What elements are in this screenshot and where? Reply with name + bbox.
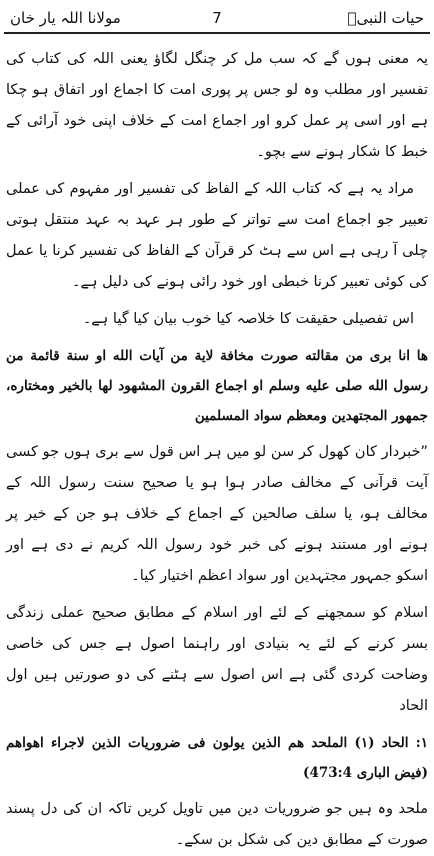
paragraph: مراد یہ ہے کہ کتاب اللہ کے الفاظ کی تفسیر اور مفہوم کی عملی تعبیر جو اجماع امت سے تواتر کے طور ہر عہد بہ عہد منتقل ہوتی چلی آ رہی ہے اس سے ہٹ کر قرآن کے الفاظ کی تفسیر کرنا یا عمل کی کوئی تعبیر کرنا خبطی اور خود رائی ہونے کی دلیل ہے۔: [6, 181, 428, 290]
page-header: [4, 2, 430, 34]
author-name: مولانا اللہ یار خان: [10, 9, 121, 27]
book-title: حیات النبیؐ: [347, 9, 424, 27]
page-number: 7: [212, 9, 222, 27]
arabic-definition: ۱: الحاد (۱) الملحد هم الذين يولون فى ضروريات الذين لاجراء اهواهم (فيض البارى 473:4): [6, 735, 428, 781]
arabic-quote: ھا انا بری من مقالته صورت مخافة لاية من آيات الله او سنة قائمة من رسول الله صلى عليه وسلم او اجماع القرون المشهود لها بالخير ومختاره، جمهور المجتهدين ومعظم سواد المسلمين: [6, 348, 428, 424]
paragraph: اس تفصیلی حقیقت کا خلاصہ کیا خوب بیان کیا گیا ہے۔: [82, 311, 414, 327]
paragraph: ملحد وہ ہیں جو ضروریات دین میں تاویل کریں تاکہ ان کی دل پسند صورت کے مطابق دین کی شکل بن سکے۔: [6, 801, 428, 848]
translation-paragraph: ”خبردار کان کھول کر سن لو میں ہر اس قول سے بری ہوں جو کسی آیت قرآنی کے مخالف صادر ہوا ہو یا صحیح سنت رسول اللہ کے مخالف ہو، یا سلف صالحین کے اجماع کے خلاف ہو جن کے خیر پر ہونے اور مستند ہونے کی خبر خود رسول اللہ کریم نے دی ہے اور اسکو جمہور مجتہدین اور سواد اعظم اختیار کیا۔: [6, 444, 428, 584]
paragraph: اسلام کو سمجھنے کے لئے اور اسلام کے مطابق صحیح عملی زندگی بسر کرنے کے لئے یہ بنیادی اور راہنما اصول ہے جس کی خاصی وضاحت کردی گئی ہے اس اصول سے ہٹنے کی دو صورتیں ہیں اول الحاد: [6, 605, 428, 714]
paragraph: یہ معنی ہوں گے کہ سب مل کر چنگل لگاؤ یعنی اللہ کی کتاب کی تفسیر اور مطلب وہ لو جس پر پوری امت کا اجماع اور اتفاق ہو چکا ہے اور اسی پر عمل کرو اور اجماع امت کے خلاف اپنی خود آرائی کے خبط کا شکار ہونے سے بچو۔: [6, 51, 428, 160]
page-body: [6, 44, 428, 848]
